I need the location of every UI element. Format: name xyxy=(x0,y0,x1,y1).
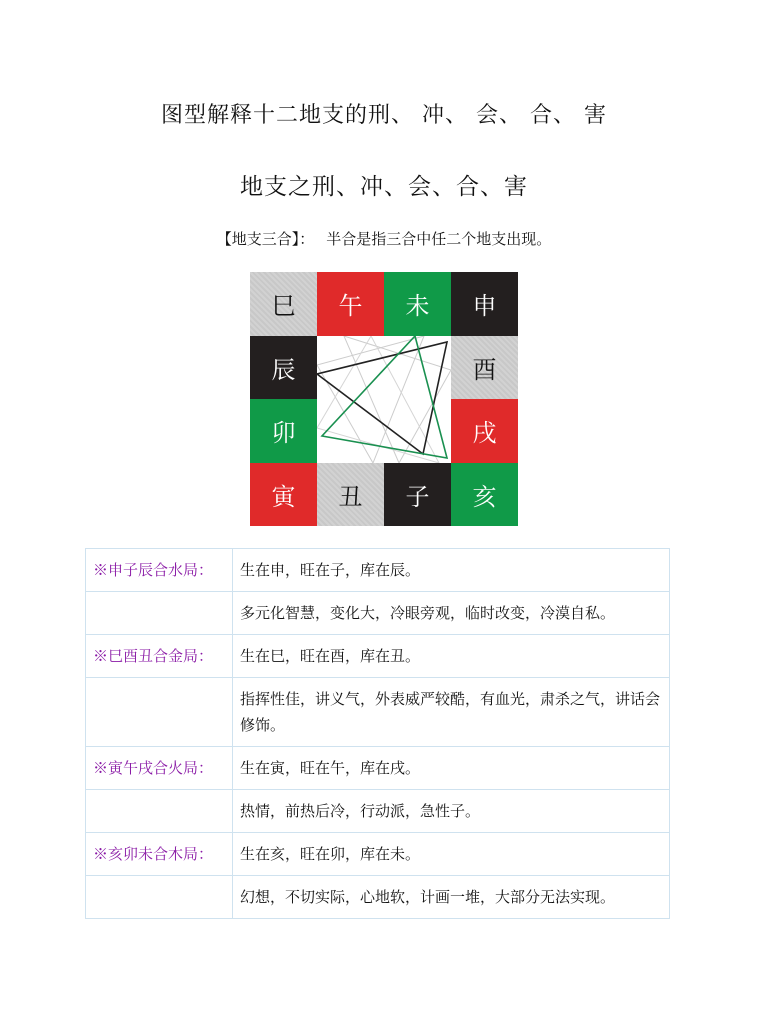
table-row xyxy=(86,549,670,592)
section-title: 地支之刑、冲、会、合、害 xyxy=(240,174,528,200)
table-row xyxy=(86,592,670,635)
intro-line xyxy=(0,228,768,249)
row-text: 指挥性佳，讲义气，外表威严较酷，有血光，肃杀之气，讲话会修饰。 xyxy=(233,678,670,747)
branch-cell-mao: 卯 xyxy=(250,399,317,463)
row-label: ※巳酉丑合金局： xyxy=(86,635,233,678)
empty-cell xyxy=(86,790,233,833)
branch-cell-hai: 亥 xyxy=(451,463,518,527)
triangle-diagram xyxy=(317,336,451,463)
empty-cell xyxy=(86,876,233,919)
row-text: 生在巳，旺在酉，库在丑。 xyxy=(233,635,670,678)
row-text: 幻想，不切实际，心地软，计画一堆，大部分无法实现。 xyxy=(233,876,670,919)
table-row xyxy=(86,678,670,747)
row-text: 多元化智慧，变化大，冷眼旁观，临时改变，冷漠自私。 xyxy=(233,592,670,635)
branch-cell-chen: 辰 xyxy=(250,336,317,400)
branch-cell-wei: 未 xyxy=(384,272,451,336)
row-text: 热情，前热后冷，行动派，急性子。 xyxy=(233,790,670,833)
branch-cell-shen: 申 xyxy=(451,272,518,336)
row-text: 生在申，旺在子，库在辰。 xyxy=(233,549,670,592)
row-text: 生在寅，旺在午，库在戌。 xyxy=(233,747,670,790)
intro-label: 【地支三合】： xyxy=(216,230,315,248)
empty-cell xyxy=(86,678,233,747)
branch-cell-you: 酉 xyxy=(451,336,518,400)
row-label: ※寅午戌合火局： xyxy=(86,747,233,790)
table-row xyxy=(86,790,670,833)
branch-cell-yin: 寅 xyxy=(250,463,317,527)
page-title: 图型解释十二地支的刑、 冲、 会、 合、 害 xyxy=(161,103,607,128)
table-row xyxy=(86,635,670,678)
row-label: ※亥卯未合木局： xyxy=(86,833,233,876)
branch-cell-si: 巳 xyxy=(250,272,317,336)
table-row xyxy=(86,747,670,790)
row-label: ※申子辰合水局： xyxy=(86,549,233,592)
branch-cell-wu: 午 xyxy=(317,272,384,336)
row-text: 生在亥，旺在卯，库在未。 xyxy=(233,833,670,876)
empty-cell xyxy=(86,592,233,635)
table-row xyxy=(86,833,670,876)
combination-table xyxy=(85,548,670,919)
branch-cell-zi: 子 xyxy=(384,463,451,527)
earthly-branches-diagram xyxy=(250,272,518,526)
branch-cell-chou: 丑 xyxy=(317,463,384,527)
intro-text: 半合是指三合中任二个地支出现。 xyxy=(326,230,552,248)
table-row xyxy=(86,876,670,919)
branch-cell-xu: 戌 xyxy=(451,399,518,463)
